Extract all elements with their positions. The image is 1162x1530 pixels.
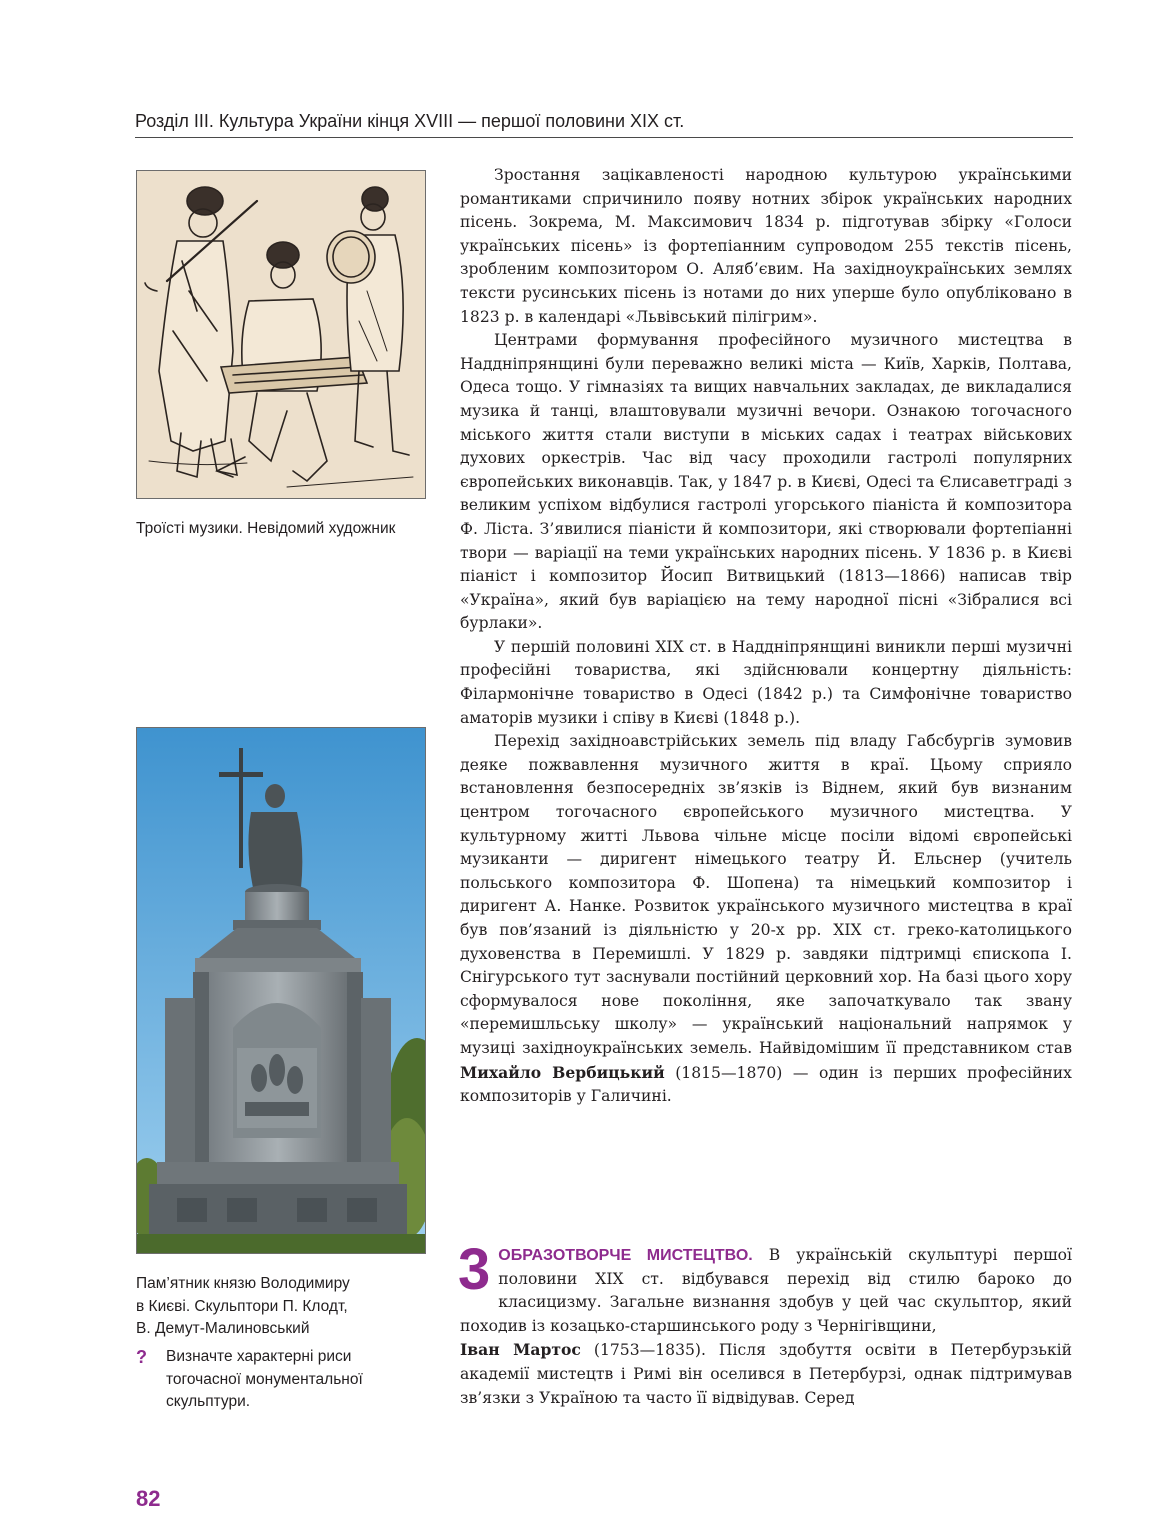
caption-text: Троїсті музики. Невідомий художник	[136, 520, 396, 537]
monument-drawing	[137, 728, 425, 1253]
header-title: Розділ III. Культура України кінця XVIII — першої половини XIX ст.	[135, 111, 685, 131]
review-question	[136, 1346, 426, 1414]
paragraph: Центрами формування професійного музичного мистецтва в Наддніпрянщині були переважно великі міста — Київ, Харків, Полтава, Одеса тощо. У гімназіях та вищих навчальних закладах, де викладалися музика й танці, влаштовували музичні вечори. Ознакою тогочасного міського життя стали виступи в міських садах і театрах військових духових оркестрів. Час від часу проходили гастролі популярних європейських виконавців. Так, у 1847 р. в Києві, Одесі та Єлисаветграді з великим успіхом відбулися гастролі угорського піаніста й композитора Ф. Ліста. З’явилися піаністи й композитори, які створювали фортепіанні твори — варіації на теми українських народних пісень. У 1836 р. в Києві піаніст і композитор Йосип Витвицький (1813—1866) написав твір «Україна», який був варіацією на тему народної пісні «Зібралися всі бурлаки».	[460, 331, 1072, 633]
caption-line: В. Демут-Малиновський	[136, 1320, 310, 1337]
paragraph-text: Перехід західноавстрійських земель під владу Габсбургів зумовив деяке пожвавлення музичного життя в краї. Цьому сприяло встановлення безпосередніх зв’язків із Віднем, який був визнаним центром тогочасного європейського музичного мистецтва. У культурному житті Львова чільне місце посіли відомі європейські музиканти — диригент німецького театру Й. Ельснер (учитель польського композитора Ф. Шопена) та німецький композитор і диригент А. Нанке. Розвиток українського музичного мистецтва в краї був пов’язаний із діяльністю у 20-х рр. XIX ст. греко-католицького духовенства в Перемишлі. У 1829 р. завдяки підтримці єпископа І. Снігурського тут заснували постійний церковний хор. На базі цього хору сформувалося нове покоління, яке започаткувало так звану «перемишльську школу» — український національний напрямок у музиці західноукраїнських земель. Найвідомішим її представником став	[460, 732, 1072, 1057]
section-paragraph	[458, 1237, 1072, 1410]
section-3	[458, 1237, 1072, 1410]
section-number: 3	[458, 1237, 491, 1302]
main-text-column	[460, 164, 1072, 1109]
musicians-drawing	[137, 171, 425, 498]
question-mark-icon: ?	[136, 1347, 147, 1367]
question-text: Визначте характерні риси тогочасної монументальної скульптури.	[166, 1348, 363, 1410]
monument-photo	[136, 727, 426, 1254]
bold-name: Іван Мартос	[460, 1340, 581, 1360]
paragraph-text: (1753—1835). Після здобуття освіти в Петербурзькій академії мистецтв і Римі він оселився в Петербурзі, однак підтримував зв’язки з Україною та часто її відвідував. Серед	[460, 1341, 1072, 1407]
bold-name: Михайло Вербицький	[460, 1062, 665, 1082]
page-header	[135, 111, 1073, 138]
musicians-illustration	[136, 170, 426, 499]
paragraph-text: (1815—1870) — один із перших професійних композиторів у Галичині.	[460, 1063, 1072, 1106]
caption-line: Пам’ятник князю Володимиру	[136, 1275, 350, 1292]
section-heading: ОБРАЗОТВОРЧЕ МИСТЕЦТВО.	[498, 1247, 753, 1264]
caption-line: в Києві. Скульптори П. Клодт,	[136, 1297, 348, 1315]
paragraph-text: В українській скульптурі першої половини XIX ст. відбувався перехід від стилю бароко до класицизму. Загальне визнання здобув у цей час скульптор, який походив із козацько-старшинського роду з Чернігівщини,	[460, 1246, 1072, 1335]
paragraph: Зростання зацікавленості народною культурою українськими романтиками спричинило появу нотних збірок українських народних пісень. Зокрема, М. Максимович 1834 р. підготував збірку «Голоси українських пісень» із фортепіанним супроводом 255 текстів пісень, зробленим композитором О. Аляб’євим. На західноукраїнських землях тексти русинських пісень із нотами до них уперше було опубліковано в 1823 р. в календарі «Львівський пілігрим».	[460, 166, 1072, 326]
paragraph	[460, 730, 1072, 1109]
paragraph: У першій половині XIX ст. в Наддніпрянщині виникли перші музичні професійні товариства, які здійснювали концертну діяльність: Філармонічне товариство в Одесі (1842 р.) та Симфонічне товариство аматорів музики і співу в Києві (1848 р.).	[460, 637, 1072, 727]
figure-caption-musicians	[136, 518, 426, 541]
figure-caption-monument	[136, 1273, 426, 1341]
page-number: 82	[136, 1486, 161, 1511]
